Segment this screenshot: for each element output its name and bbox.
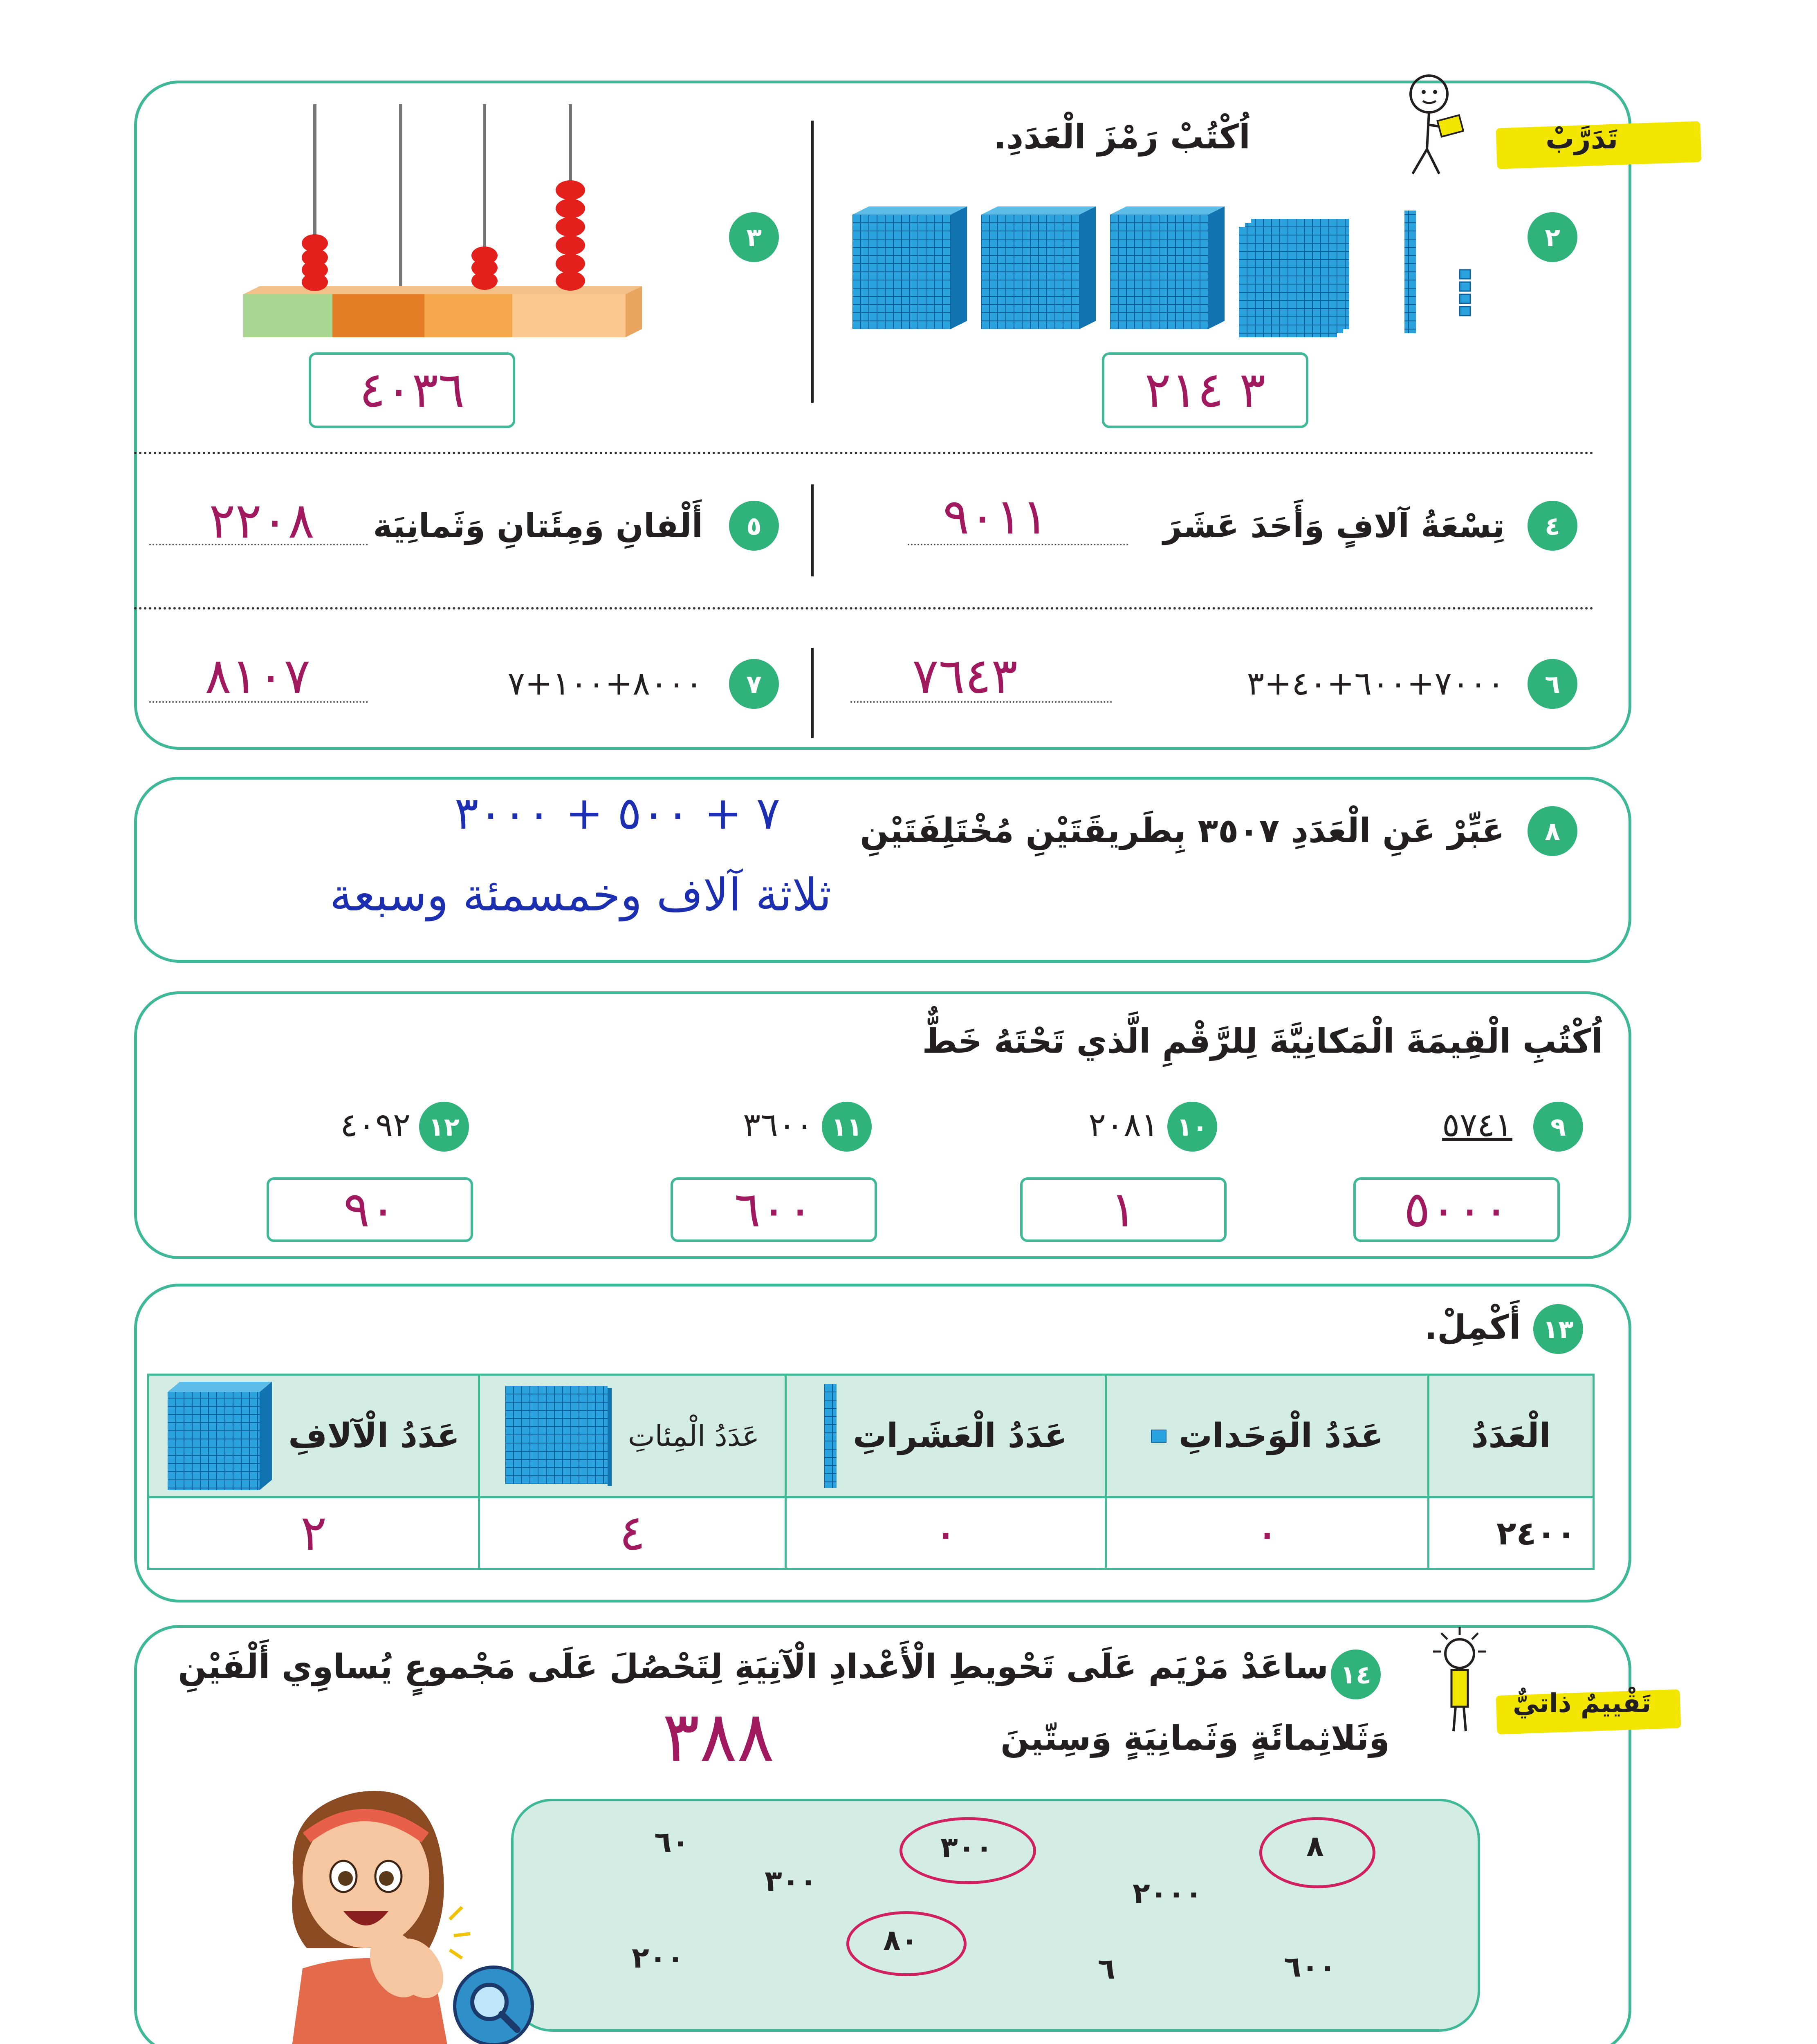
- q11-number: ٣٦٠٠: [743, 1106, 813, 1144]
- q5-answer: ٢٢٠٨: [209, 493, 314, 549]
- thousand-cube-1: [852, 206, 967, 329]
- q14-answer[interactable]: ٣٨٨: [662, 1697, 774, 1777]
- practice-tag: تَدَرَّبْ: [1546, 122, 1618, 155]
- practice-divider-mid: [811, 484, 814, 576]
- q9-badge: ٩: [1533, 1102, 1583, 1152]
- practice-stickman-icon: [1390, 72, 1464, 178]
- q4-badge: ٤: [1528, 501, 1577, 551]
- cell-number: ٢٤٠٠: [1429, 1497, 1594, 1569]
- q4-text: تِسْعَةُ آلافٍ وَأَحَدَ عَشَرَ: [1163, 507, 1505, 545]
- q6-answer: ٧٦٤٣: [912, 648, 1018, 705]
- q11-badge: ١١: [822, 1102, 872, 1152]
- separator-2: [134, 607, 1594, 610]
- q14-line1: ساعَدْ مَرْيَم عَلَى تَحْويطِ الْأَعْدادِ الْآتِيَةِ لِتَحْصُلَ عَلَى مَجْموعٍ يُساوِي أَلْفَيْنِ: [178, 1647, 1328, 1686]
- q12-number: ٤٠٩٢: [340, 1106, 411, 1144]
- magnifier-icon: [452, 1964, 536, 2044]
- q13-instruction: أَكْمِلْ.: [1424, 1308, 1521, 1347]
- panel-number-600[interactable]: ٦٠٠: [1284, 1950, 1337, 1983]
- panel-number-6[interactable]: ٦: [1098, 1952, 1115, 1986]
- thousand-cube-2: [981, 206, 1096, 329]
- place-value-instruction: اُكْتُبِ الْقِيمَةَ الْمَكانِيَّةَ لِلرَّقْمِ الَّذي تَحْتَهُ خَطٌّ: [922, 1022, 1603, 1061]
- q8-answer-line1[interactable]: ٧ + ٥٠٠ + ٣٠٠٠: [454, 787, 781, 839]
- self-assessment-stickman-icon: [1425, 1625, 1498, 1735]
- q2-badge: ٢: [1528, 212, 1577, 262]
- header-tens: عَدَدُ الْعَشَراتِ: [785, 1375, 1106, 1497]
- separator-1: [134, 452, 1594, 454]
- panel-number-200[interactable]: ٢٠٠: [632, 1941, 684, 1975]
- q3-answer-box[interactable]: [309, 352, 515, 428]
- header-ones: عَدَدُ الْوَحَداتِ: [1106, 1375, 1429, 1497]
- practice-divider-bottom: [811, 648, 814, 738]
- q7-text: ٨٠٠٠+١٠٠+٧: [507, 664, 703, 702]
- panel-number-2000[interactable]: ٢٠٠٠: [1133, 1876, 1202, 1910]
- self-assessment-tag: تَقْييمٌ ذاتيٌّ: [1513, 1688, 1651, 1719]
- q10-badge: ١٠: [1167, 1102, 1217, 1152]
- unit-cube-icon: [1151, 1430, 1166, 1443]
- q11-answer: ٦٠٠: [734, 1181, 814, 1238]
- q3-badge: ٣: [729, 212, 779, 262]
- q5-text: أَلْفانِ وَمِئَتانِ وَثَمانِيَة: [373, 507, 703, 545]
- q5-badge: ٥: [729, 501, 779, 551]
- panel-number-80[interactable]: ٨٠: [883, 1923, 918, 1957]
- q12-badge: ١٢: [419, 1102, 469, 1152]
- q14-line2: وَثَلاثِمائَةٍ وَثَمانِيَةٍ وَسِتّينَ: [1000, 1719, 1390, 1758]
- practice-instruction: اُكْتُبْ رَمْزَ الْعَدَدِ.: [994, 118, 1250, 157]
- q9-answer: ٥٠٠٠: [1404, 1181, 1510, 1238]
- q10-answer-box[interactable]: [1020, 1177, 1227, 1242]
- cell-ones[interactable]: ٠: [1106, 1497, 1429, 1569]
- panel-number-60[interactable]: ٦٠: [654, 1825, 689, 1859]
- q8-text: عَبِّرْ عَنِ الْعَدَدِ ٣٥٠٧ بِطَريقَتَيْنِ مُخْتَلِفَتَيْنِ: [860, 811, 1505, 850]
- q2-answer-box[interactable]: [1102, 352, 1308, 428]
- q9-number: ٥٧٤١: [1442, 1106, 1512, 1144]
- unit-cubes: [1460, 270, 1470, 316]
- practice-divider-top: [811, 121, 814, 403]
- header-hundreds: عَدَدُ الْمِئاتِ: [479, 1375, 785, 1497]
- q7-answer: ٨١٠٧: [205, 648, 310, 705]
- circle-80: [846, 1911, 967, 1976]
- thousand-cube-3: [1110, 206, 1225, 329]
- panel-number-8[interactable]: ٨: [1306, 1829, 1324, 1863]
- cell-hundreds[interactable]: ٤: [479, 1497, 785, 1569]
- abacus-q3: [243, 104, 642, 341]
- q8-answer-line2[interactable]: ثلاثة آلاف وخمسمئة وسبعة: [330, 869, 832, 921]
- circle-8: [1259, 1817, 1375, 1888]
- ten-rod-icon: [824, 1384, 837, 1488]
- panel-number-300-b[interactable]: ٣٠٠: [940, 1831, 993, 1864]
- panel-number-300-a[interactable]: ٣٠٠: [765, 1864, 817, 1898]
- hundred-flats: [1239, 219, 1349, 337]
- q8-badge: ٨: [1528, 806, 1577, 856]
- hundred-flat-icon: [505, 1386, 612, 1486]
- q11-answer-box[interactable]: [671, 1177, 877, 1242]
- q3-answer: ٤٠٣٦: [359, 362, 465, 419]
- q2-answer: ٣ ٢١٤: [1144, 362, 1266, 419]
- header-thousands: عَدَدُ الْآلافِ: [148, 1375, 479, 1497]
- cell-tens[interactable]: ٠: [785, 1497, 1106, 1569]
- q10-number: ٢٠٨١: [1088, 1106, 1159, 1144]
- q6-text: ٧٠٠٠+٦٠٠+٤٠+٣: [1247, 664, 1505, 702]
- q12-answer-box[interactable]: [267, 1177, 473, 1242]
- q6-badge: ٦: [1528, 659, 1577, 709]
- base-ten-blocks-q2: [852, 206, 1482, 337]
- circle-300: [900, 1817, 1036, 1884]
- ten-rod: [1404, 211, 1416, 333]
- q13-table: [147, 1374, 1595, 1570]
- q10-answer: ١: [1110, 1181, 1137, 1238]
- q13-badge: ١٣: [1533, 1304, 1583, 1354]
- q9-answer-box[interactable]: [1353, 1177, 1560, 1242]
- thousand-cube-icon: [168, 1382, 272, 1490]
- q14-badge: ١٤: [1331, 1650, 1381, 1699]
- q7-badge: ٧: [729, 659, 779, 709]
- cell-thousands[interactable]: ٢: [148, 1497, 479, 1569]
- header-number: الْعَدَدُ: [1429, 1375, 1594, 1497]
- q12-answer: ٩٠: [343, 1181, 396, 1238]
- q4-answer: ٩٠١١: [943, 489, 1048, 545]
